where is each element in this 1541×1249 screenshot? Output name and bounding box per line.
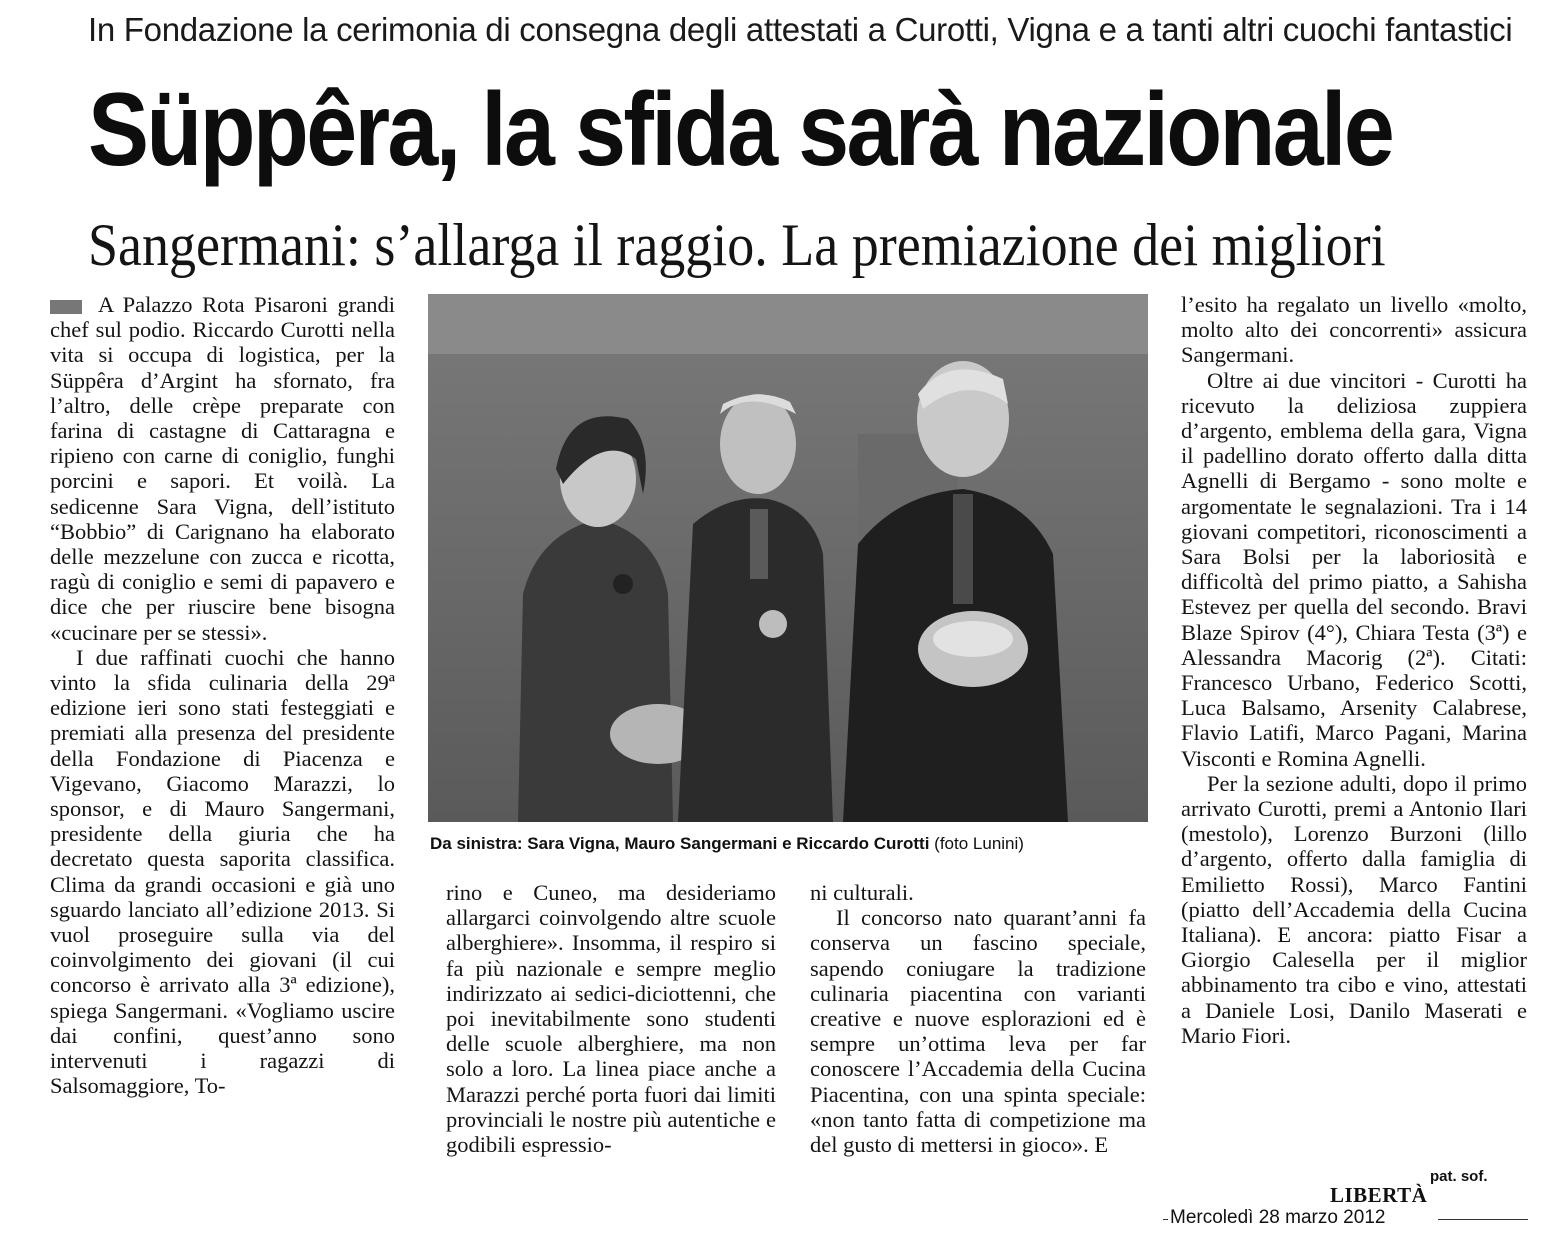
paragraph: Oltre ai due vincitori - Curotti ha ricevuto la deliziosa zuppiera d’argento, emblema della gara, Vigna il padellino dorato offerto dalla ditta Agnelli di Bergamo - sono molte e argomentate le segnalazioni. Tra i 14 giovani competitori, riconoscimenti a Sara Bolsi per la laboriosità e difficoltà del primo piatto, a Sahisha Estevez per quella del secondo. Bravi Blaze Spirov (4°), Chiara Testa (3ª) e Alessandra Macorig (2ª). Citati: Francesco Urbano, Federico Scotti, Luca Balsamo, Arsenity Calabrese, Flavio Latifi, Marco Pagani, Marina Visconti e Romina Agnelli.	[1181, 367, 1527, 771]
paragraph: rino e Cuneo, ma desideriamo allargarci coinvolgendo altre scuole alberghiere». Insomma, il respiro si fa più nazionale e sempre meglio indirizzato ai sedici-diciottenni, che poi inevitabilmente sono studenti delle scuole alberghiere, ma non solo a loro. La linea piace anche a Marazzi perché porta fuori dai limiti provinciali le nostre più autentiche e godibili espressio-	[446, 880, 776, 1158]
article-column-4	[1181, 292, 1527, 1048]
publication-date: Mercoledì 28 marzo 2012	[1170, 1207, 1386, 1228]
divider	[1163, 1219, 1168, 1220]
article-photo	[428, 294, 1148, 822]
photo-caption	[430, 832, 1150, 856]
article-column-2	[446, 880, 776, 1157]
kicker: In Fondazione la cerimonia di consegna degli attestati a Curotti, Vigna e a tanti altri cuochi fantastici	[88, 11, 1513, 48]
article-column-3	[810, 880, 1146, 1157]
paragraph: I due raffinati cuochi che hanno vinto la sfida culinaria della 29ª edizione ieri sono stati festeggiati e premiati alla presenza del presidente della Fondazione di Piacenza e Vigevano, Giacomo Marazzi, lo sponsor, e di Mauro Sangermani, presidente della giuria che ha decretato questa saporita classifica. Clima da grandi occasioni e già uno sguardo lanciato all’edizione 2013. Si vuol proseguire sulla via del coinvolgimento dei giovani (il cui concorso è arrivato alla 3ª edizione), spiega Sangermani. «Vogliamo uscire dai confini, quest’anno sono intervenuti i ragazzi di Salsomaggiore, To-	[50, 644, 395, 1099]
subheadline: Sangermani: s’allarga il raggio. La premiazione dei migliori	[88, 212, 1386, 278]
lead-marker	[50, 300, 82, 314]
divider	[1438, 1219, 1528, 1220]
caption-credit: (foto Lunini)	[934, 834, 1024, 853]
caption-names: Da sinistra: Sara Vigna, Mauro Sangermani e Riccardo Curotti	[430, 834, 930, 853]
photo-illustration	[428, 294, 1148, 822]
article-column-1	[50, 292, 395, 1099]
author-byline: pat. sof.	[1430, 1168, 1488, 1185]
newspaper-masthead: LIBERTÀ	[1330, 1183, 1428, 1207]
paragraph: Il concorso nato quarant’anni fa conserva un fascino speciale, sapendo coniugare la tradizione culinaria piacentina con varianti creative e nuove esplorazioni ed è sempre un’ottima leva per far conoscere l’Accademia della Cucina Piacentina, con una spinta speciale: «non tanto fatta di competizione ma del gusto di mettersi in gioco». E	[810, 905, 1146, 1158]
paragraph: l’esito ha regalato un livello «molto, molto alto dei concorrenti» assicura Sangermani.	[1181, 292, 1527, 368]
paragraph: ni culturali.	[810, 880, 914, 905]
paragraph-text: A Palazzo Rota Pisaroni grandi chef sul podio. Riccardo Curotti nella vita si occupa di logistica, per la Süppêra d’Argint ha sfornato, fra l’altro, delle crèpe preparate con farina di castagne di Cattaragna e ripieno con carne di coniglio, funghi porcini e sapori. Et voilà. La sedicenne Sara Vigna, dell’istituto “Bobbio” di Carignano ha elaborato delle mezzelune con zucca e ricotta, ragù di coniglio e semi di papavero e dice che per riuscire bene bisogna «cucinare per se stessi».	[50, 292, 395, 645]
headline: Süppêra, la sfida sarà nazionale	[88, 72, 1393, 188]
paragraph: Per la sezione adulti, dopo il primo arrivato Curotti, premi a Antonio Ilari (mestolo), Lorenzo Burzoni (lillo d’argento, offerto dalla famiglia di Emilietto Rossi), Marco Fantini (piatto dell’Accademia della Cucina Italiana). E ancora: piatto Fisar a Giorgio Calesella per il miglior abbinamento tra cibo e vino, attestati a Daniele Losi, Danilo Maserati e Mario Fiori.	[1181, 770, 1527, 1048]
paragraph	[50, 292, 395, 645]
